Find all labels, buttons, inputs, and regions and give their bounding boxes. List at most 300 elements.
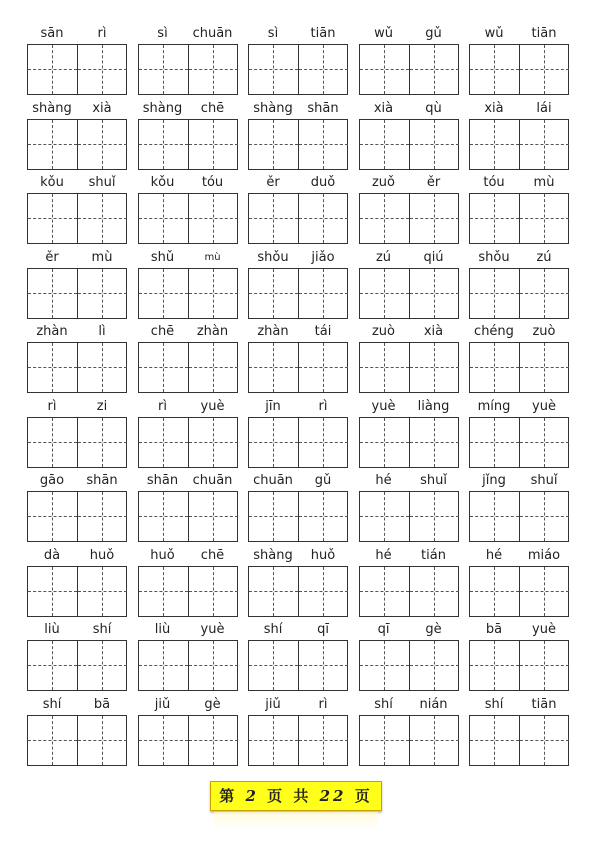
word-entry	[248, 472, 348, 547]
guide-line-vertical	[163, 716, 164, 765]
pinyin-label: hé	[375, 547, 392, 563]
pinyin-label: rì	[318, 696, 328, 712]
guide-line-vertical	[494, 120, 495, 169]
pinyin-label: huǒ	[89, 547, 115, 563]
tianzige-cell[interactable]	[520, 194, 569, 243]
tianzige-cell[interactable]	[410, 418, 459, 467]
guide-line-vertical	[494, 45, 495, 94]
guide-line-vertical	[163, 269, 164, 318]
tianzige-cell[interactable]	[470, 418, 520, 467]
guide-line-vertical	[434, 641, 435, 690]
tianzige-cell[interactable]	[78, 120, 127, 169]
pinyin-label: kǒu	[150, 175, 175, 190]
guide-line-vertical	[494, 194, 495, 243]
pinyin-label: xià	[92, 100, 112, 116]
guide-line-vertical	[273, 418, 274, 467]
tianzige-cell[interactable]	[189, 194, 238, 243]
word-entry	[27, 100, 127, 175]
writing-box-pair	[248, 715, 348, 766]
word-entry	[138, 547, 238, 622]
word-entry	[469, 398, 569, 473]
pinyin-label: tiān	[310, 26, 336, 41]
tianzige-cell[interactable]	[249, 269, 299, 318]
writing-box-pair	[469, 640, 569, 691]
tianzige-cell[interactable]	[520, 641, 569, 690]
footer-reflection	[214, 812, 378, 830]
guide-line-vertical	[102, 343, 103, 392]
tianzige-cell[interactable]	[249, 194, 299, 243]
guide-line-vertical	[494, 567, 495, 616]
tianzige-cell[interactable]	[139, 45, 189, 94]
tianzige-cell[interactable]	[410, 716, 459, 765]
writing-box-pair	[359, 44, 459, 95]
tianzige-cell[interactable]	[470, 343, 520, 392]
pinyin-label: sān	[40, 26, 64, 41]
tianzige-cell[interactable]	[470, 492, 520, 541]
word-entry	[248, 25, 348, 100]
word-entry	[248, 249, 348, 324]
guide-line-vertical	[434, 418, 435, 467]
tianzige-cell[interactable]	[410, 120, 459, 169]
guide-line-vertical	[273, 194, 274, 243]
word-entry	[138, 696, 238, 771]
tianzige-cell[interactable]	[360, 269, 410, 318]
tianzige-cell[interactable]	[360, 194, 410, 243]
pinyin-label: zuò	[371, 324, 396, 339]
pinyin-label: hé	[485, 547, 503, 563]
pinyin-label: yuè	[371, 398, 396, 414]
pinyin-label: xià	[373, 100, 394, 116]
guide-line-vertical	[384, 567, 385, 616]
tianzige-cell[interactable]	[299, 567, 348, 616]
word-entry	[27, 547, 127, 622]
tianzige-cell[interactable]	[520, 120, 569, 169]
word-entry	[359, 621, 459, 696]
guide-line-vertical	[544, 641, 545, 690]
tianzige-cell[interactable]	[189, 567, 238, 616]
page-indicator	[210, 781, 382, 811]
pinyin-label: shuǐ	[88, 175, 116, 190]
tianzige-cell[interactable]	[410, 567, 459, 616]
tianzige-cell[interactable]	[360, 120, 410, 169]
tianzige-cell[interactable]	[28, 343, 78, 392]
tianzige-cell[interactable]	[470, 567, 520, 616]
tianzige-cell[interactable]	[249, 343, 299, 392]
guide-line-vertical	[213, 641, 214, 690]
word-entry	[359, 249, 459, 324]
guide-line-vertical	[273, 492, 274, 541]
word-entry	[248, 398, 348, 473]
pinyin-label: sì	[267, 26, 279, 41]
pinyin-label: liù	[44, 622, 60, 637]
tianzige-cell[interactable]	[470, 120, 520, 169]
tianzige-cell[interactable]	[28, 492, 78, 541]
tianzige-cell[interactable]	[410, 45, 459, 94]
guide-line-vertical	[384, 269, 385, 318]
tianzige-cell[interactable]	[139, 194, 189, 243]
tianzige-cell[interactable]	[249, 716, 299, 765]
pinyin-label: shàng	[253, 100, 293, 116]
tianzige-cell[interactable]	[299, 45, 348, 94]
tianzige-cell[interactable]	[520, 418, 569, 467]
word-entry	[469, 323, 569, 398]
guide-line-vertical	[273, 343, 274, 392]
guide-line-vertical	[52, 343, 53, 392]
pinyin-label: shǔ	[150, 249, 175, 265]
word-entry	[27, 472, 127, 547]
tianzige-cell[interactable]	[28, 194, 78, 243]
writing-box-pair	[248, 44, 348, 95]
tianzige-cell[interactable]	[299, 120, 348, 169]
tianzige-cell[interactable]	[78, 418, 127, 467]
pinyin-label: wǔ	[374, 26, 393, 41]
tianzige-cell[interactable]	[299, 194, 348, 243]
pinyin-label: qī	[377, 622, 390, 637]
pinyin-label: zhàn	[196, 324, 229, 339]
writing-box-pair	[138, 342, 238, 393]
guide-line-vertical	[273, 641, 274, 690]
tianzige-cell[interactable]	[139, 716, 189, 765]
pinyin-label: chéng	[474, 324, 514, 339]
pinyin-label: bā	[93, 696, 111, 712]
guide-line-vertical	[52, 269, 53, 318]
tianzige-cell[interactable]	[360, 716, 410, 765]
writing-box-pair	[138, 119, 238, 170]
pinyin-label: jǐng	[482, 473, 506, 488]
tianzige-cell[interactable]	[78, 269, 127, 318]
tianzige-cell[interactable]	[189, 120, 238, 169]
tianzige-cell[interactable]	[28, 120, 78, 169]
guide-line-vertical	[494, 492, 495, 541]
word-row	[0, 621, 596, 696]
guide-line-vertical	[213, 120, 214, 169]
guide-line-vertical	[102, 120, 103, 169]
pinyin-label: chuān	[192, 26, 233, 41]
pinyin-label: wǔ	[484, 26, 504, 41]
word-row	[0, 696, 596, 771]
pinyin-label: zi	[96, 398, 108, 414]
tianzige-cell[interactable]	[470, 45, 520, 94]
writing-box-pair	[138, 491, 238, 542]
writing-box-pair	[359, 193, 459, 244]
tianzige-cell[interactable]	[139, 343, 189, 392]
guide-line-vertical	[434, 343, 435, 392]
tianzige-cell[interactable]	[78, 45, 127, 94]
tianzige-cell[interactable]	[139, 418, 189, 467]
guide-line-vertical	[544, 343, 545, 392]
tianzige-cell[interactable]	[470, 641, 520, 690]
tianzige-cell[interactable]	[470, 194, 520, 243]
guide-line-vertical	[213, 418, 214, 467]
tianzige-cell[interactable]	[78, 194, 127, 243]
guide-line-vertical	[102, 641, 103, 690]
tianzige-cell[interactable]	[139, 120, 189, 169]
pinyin-label: jiǎo	[311, 249, 335, 265]
writing-box-pair	[248, 268, 348, 319]
pinyin-label: shí	[263, 622, 283, 637]
pinyin-label: tóu	[201, 175, 224, 190]
tianzige-cell[interactable]	[410, 269, 459, 318]
footer-suffix: 页	[354, 787, 373, 805]
tianzige-cell[interactable]	[299, 716, 348, 765]
guide-line-vertical	[163, 418, 164, 467]
tianzige-cell[interactable]	[299, 269, 348, 318]
writing-box-pair	[27, 491, 127, 542]
pinyin-label: tiān	[531, 26, 557, 41]
tianzige-cell[interactable]	[28, 567, 78, 616]
writing-box-pair	[248, 193, 348, 244]
tianzige-cell[interactable]	[360, 418, 410, 467]
pinyin-label: ěr	[426, 175, 441, 190]
pinyin-label: rì	[158, 398, 167, 414]
guide-line-vertical	[102, 418, 103, 467]
pinyin-label: lì	[98, 324, 106, 339]
pinyin-label: gǔ	[314, 473, 332, 488]
writing-box-pair	[138, 417, 238, 468]
writing-box-pair	[27, 417, 127, 468]
tianzige-cell[interactable]	[410, 492, 459, 541]
pinyin-label: yuè	[532, 622, 556, 637]
tianzige-cell[interactable]	[299, 641, 348, 690]
pinyin-label: shàng	[142, 100, 183, 116]
tianzige-cell[interactable]	[249, 492, 299, 541]
tianzige-cell[interactable]	[249, 45, 299, 94]
pinyin-label: mù	[204, 251, 221, 263]
word-row	[0, 323, 596, 398]
tianzige-cell[interactable]	[139, 641, 189, 690]
guide-line-vertical	[273, 120, 274, 169]
pinyin-label: ěr	[45, 249, 59, 265]
pinyin-label: gè	[425, 622, 442, 637]
pinyin-label: chē	[150, 324, 175, 339]
pinyin-label: tóu	[483, 175, 505, 190]
pinyin-label: nián	[419, 696, 448, 712]
tianzige-cell[interactable]	[299, 343, 348, 392]
word-entry	[359, 547, 459, 622]
guide-line-vertical	[384, 120, 385, 169]
tianzige-cell[interactable]	[78, 343, 127, 392]
guide-line-vertical	[384, 492, 385, 541]
word-entry	[27, 249, 127, 324]
tianzige-cell[interactable]	[410, 343, 459, 392]
word-entry	[469, 249, 569, 324]
word-entry	[469, 472, 569, 547]
writing-box-pair	[469, 491, 569, 542]
guide-line-vertical	[213, 269, 214, 318]
pinyin-label: jiǔ	[154, 696, 171, 712]
writing-box-pair	[138, 193, 238, 244]
tianzige-cell[interactable]	[28, 641, 78, 690]
guide-line-vertical	[323, 269, 324, 318]
guide-line-vertical	[163, 492, 164, 541]
word-entry	[138, 100, 238, 175]
tianzige-cell[interactable]	[360, 567, 410, 616]
guide-line-vertical	[494, 343, 495, 392]
guide-line-vertical	[544, 120, 545, 169]
word-entry	[138, 25, 238, 100]
writing-box-pair	[469, 268, 569, 319]
word-entry	[138, 323, 238, 398]
pinyin-label: gè	[204, 696, 221, 712]
pinyin-label: hé	[375, 473, 392, 488]
tianzige-cell[interactable]	[299, 492, 348, 541]
pinyin-label: zuò	[532, 324, 556, 339]
word-entry	[138, 398, 238, 473]
pinyin-label: xià	[423, 324, 444, 339]
tianzige-cell[interactable]	[470, 716, 520, 765]
pinyin-label: rì	[97, 26, 107, 41]
guide-line-vertical	[52, 45, 53, 94]
guide-line-vertical	[544, 492, 545, 541]
writing-box-pair	[359, 119, 459, 170]
tianzige-cell[interactable]	[28, 418, 78, 467]
pinyin-label: gǔ	[425, 26, 442, 41]
writing-box-pair	[27, 715, 127, 766]
tianzige-cell[interactable]	[249, 641, 299, 690]
tianzige-cell[interactable]	[139, 567, 189, 616]
tianzige-cell[interactable]	[189, 343, 238, 392]
word-entry	[248, 100, 348, 175]
tianzige-cell[interactable]	[189, 418, 238, 467]
tianzige-cell[interactable]	[520, 45, 569, 94]
guide-line-vertical	[102, 492, 103, 541]
tianzige-cell[interactable]	[520, 716, 569, 765]
pinyin-label: duǒ	[310, 175, 336, 190]
tianzige-cell[interactable]	[299, 418, 348, 467]
guide-line-vertical	[52, 120, 53, 169]
guide-line-vertical	[102, 567, 103, 616]
guide-line-vertical	[434, 194, 435, 243]
tianzige-cell[interactable]	[78, 567, 127, 616]
word-row	[0, 547, 596, 622]
tianzige-cell[interactable]	[78, 641, 127, 690]
guide-line-vertical	[434, 492, 435, 541]
pinyin-label: shuǐ	[530, 473, 558, 488]
guide-line-vertical	[213, 567, 214, 616]
guide-line-vertical	[384, 418, 385, 467]
pinyin-label: míng	[477, 398, 511, 414]
tianzige-cell[interactable]	[470, 269, 520, 318]
guide-line-vertical	[544, 45, 545, 94]
guide-line-vertical	[384, 194, 385, 243]
writing-box-pair	[469, 119, 569, 170]
pinyin-label: zhàn	[257, 324, 289, 339]
guide-line-vertical	[52, 492, 53, 541]
pinyin-label: shān	[86, 473, 118, 488]
pinyin-label: zhàn	[36, 324, 68, 339]
pinyin-label: yuè	[200, 622, 225, 637]
tianzige-cell[interactable]	[189, 45, 238, 94]
word-entry	[359, 100, 459, 175]
word-entry	[359, 696, 459, 771]
word-entry	[27, 25, 127, 100]
pinyin-label: huǒ	[310, 547, 336, 563]
tianzige-cell[interactable]	[410, 641, 459, 690]
guide-line-vertical	[384, 641, 385, 690]
pinyin-label: shuǐ	[420, 473, 447, 488]
tianzige-cell[interactable]	[249, 120, 299, 169]
writing-box-pair	[469, 342, 569, 393]
tianzige-cell[interactable]	[410, 194, 459, 243]
tianzige-cell[interactable]	[520, 269, 569, 318]
word-entry	[469, 100, 569, 175]
writing-box-pair	[27, 44, 127, 95]
word-entry	[248, 174, 348, 249]
pinyin-label: tái	[314, 324, 332, 339]
writing-box-pair	[248, 417, 348, 468]
tianzige-cell[interactable]	[360, 45, 410, 94]
guide-line-vertical	[494, 418, 495, 467]
tianzige-cell[interactable]	[189, 641, 238, 690]
tianzige-cell[interactable]	[189, 492, 238, 541]
tianzige-cell[interactable]	[28, 716, 78, 765]
pinyin-label: yuè	[200, 398, 225, 414]
pinyin-label: chuān	[192, 473, 233, 488]
tianzige-cell[interactable]	[28, 45, 78, 94]
tianzige-cell[interactable]	[249, 567, 299, 616]
pinyin-label: lái	[536, 100, 552, 116]
tianzige-cell[interactable]	[360, 343, 410, 392]
guide-line-vertical	[163, 641, 164, 690]
pinyin-label: qù	[425, 100, 442, 116]
tianzige-cell[interactable]	[520, 567, 569, 616]
writing-box-pair	[138, 640, 238, 691]
tianzige-cell[interactable]	[78, 492, 127, 541]
tianzige-cell[interactable]	[189, 716, 238, 765]
guide-line-vertical	[323, 343, 324, 392]
word-entry	[469, 696, 569, 771]
word-entry	[359, 323, 459, 398]
guide-line-vertical	[163, 45, 164, 94]
tianzige-cell[interactable]	[139, 492, 189, 541]
word-row	[0, 472, 596, 547]
pinyin-label: shí	[484, 696, 504, 712]
guide-line-vertical	[434, 45, 435, 94]
tianzige-cell[interactable]	[520, 343, 569, 392]
pinyin-label: qiú	[423, 249, 444, 265]
guide-line-vertical	[544, 716, 545, 765]
guide-line-vertical	[323, 567, 324, 616]
writing-box-pair	[27, 119, 127, 170]
writing-box-pair	[359, 417, 459, 468]
tianzige-cell[interactable]	[520, 492, 569, 541]
tianzige-cell[interactable]	[139, 269, 189, 318]
tianzige-cell[interactable]	[28, 269, 78, 318]
tianzige-cell[interactable]	[360, 492, 410, 541]
writing-box-pair	[359, 640, 459, 691]
tianzige-cell[interactable]	[189, 269, 238, 318]
guide-line-vertical	[213, 492, 214, 541]
guide-line-vertical	[323, 492, 324, 541]
pinyin-label: gāo	[39, 473, 65, 488]
tianzige-cell[interactable]	[249, 418, 299, 467]
pinyin-label: xià	[484, 100, 504, 116]
tianzige-cell[interactable]	[78, 716, 127, 765]
word-entry	[469, 621, 569, 696]
tianzige-cell[interactable]	[360, 641, 410, 690]
guide-line-vertical	[52, 194, 53, 243]
word-entry	[27, 398, 127, 473]
guide-line-vertical	[273, 567, 274, 616]
pinyin-label: shí	[42, 696, 62, 712]
word-row	[0, 174, 596, 249]
guide-line-vertical	[273, 716, 274, 765]
guide-line-vertical	[273, 269, 274, 318]
writing-box-pair	[469, 566, 569, 617]
word-entry	[27, 323, 127, 398]
word-entry	[469, 547, 569, 622]
word-entry	[27, 696, 127, 771]
